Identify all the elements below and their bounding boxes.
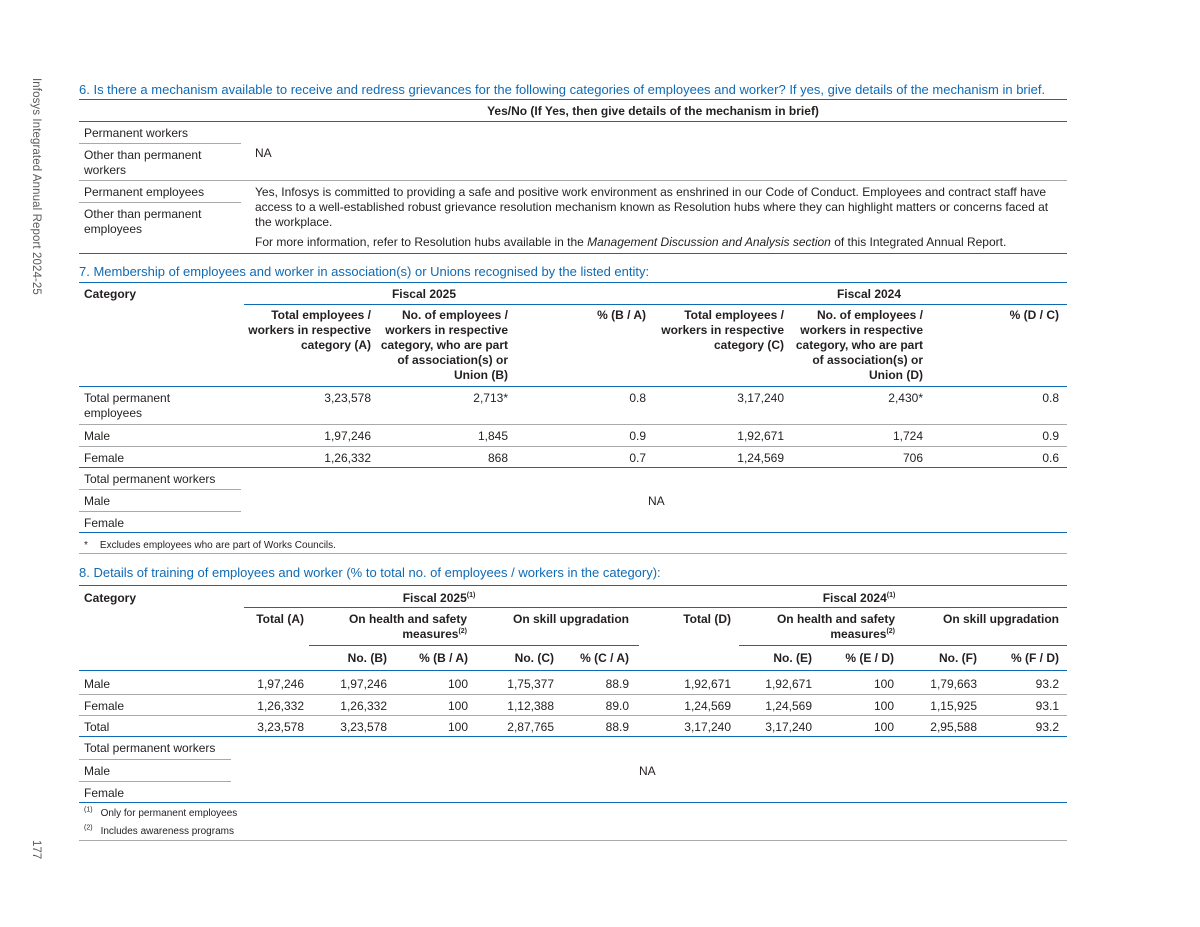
- cell: 2,713*: [473, 391, 508, 405]
- employees-grievance-reference: [255, 235, 1006, 250]
- cell: 1,24,569: [684, 699, 731, 713]
- header-text: On health and safety measures: [348, 612, 467, 641]
- cell: 0.6: [1042, 451, 1059, 465]
- divider: [79, 99, 1067, 100]
- row-category: Male: [84, 494, 111, 508]
- divider: [79, 253, 1067, 254]
- row-category: Total permanent workers: [84, 741, 216, 755]
- reference-text: For more information, refer to Resolution hubs available in the: [255, 235, 588, 249]
- divider: [244, 607, 1067, 608]
- subheader: No. (C): [514, 651, 554, 665]
- cell: 1,97,246: [340, 677, 387, 691]
- page-number: 177: [30, 840, 42, 860]
- footnote-text: Only for permanent employees: [100, 808, 238, 819]
- divider: [79, 180, 1067, 181]
- subheader: No. (F): [939, 651, 977, 665]
- employees-grievance-text: Yes, Infosys is committed to providing a safe and positive work environment as enshrined in our Code of Conduct. Employees and contract staff have access to a well-established robust grievance resolution mechanism known as Resolution hubs where they can highlight matters or concerns faced at the workplace.: [255, 185, 1049, 229]
- footnote-mark: (2): [84, 824, 93, 832]
- divider: [79, 143, 241, 144]
- col-header-union-d: No. of employees / workers in respective category, who are part of association(s) or Union (D): [795, 308, 923, 382]
- cell: 1,92,671: [737, 429, 784, 443]
- divider: [79, 532, 1067, 533]
- cell: 100: [447, 699, 468, 713]
- row-category: Male: [84, 429, 111, 443]
- divider: [244, 304, 1067, 305]
- divider: [79, 424, 1067, 425]
- grievance-column-header: Yes/No (If Yes, then give details of the mechanism in brief): [487, 104, 819, 118]
- cell: 3,23,578: [324, 391, 371, 405]
- cell: 0.8: [1042, 391, 1059, 405]
- divider: [79, 282, 1067, 283]
- cell: 706: [902, 451, 923, 465]
- cell: 1,92,671: [765, 677, 812, 691]
- divider: [79, 715, 1067, 716]
- cell: 1,97,246: [257, 677, 304, 691]
- subheader: % (C / A): [580, 651, 629, 665]
- cell: 1,24,569: [765, 699, 812, 713]
- cell: 1,79,663: [930, 677, 977, 691]
- col-header-health-safety-2025: [329, 612, 467, 642]
- workers-training-value: NA: [639, 764, 656, 778]
- col-header-total-c: Total employees / workers in respective category (C): [661, 308, 784, 352]
- cell: 868: [487, 451, 508, 465]
- reference-section-name: Management Discussion and Analysis section: [587, 235, 831, 249]
- fiscal-2025-header: [244, 591, 634, 606]
- row-category: Male: [84, 764, 111, 778]
- row-label-permanent-employees: Permanent employees: [84, 185, 205, 199]
- cell: 1,26,332: [257, 699, 304, 713]
- cell: 88.9: [605, 677, 629, 691]
- col-header-union-b: No. of employees / workers in respective category, who are part of association(s) or Union (B): [380, 308, 508, 382]
- cell: 1,97,246: [324, 429, 371, 443]
- row-category: Total permanent employees: [84, 391, 171, 420]
- workers-grievance-value: NA: [255, 146, 272, 160]
- cell: 2,87,765: [507, 720, 554, 734]
- footnote-text: Excludes employees who are part of Works Councils.: [99, 540, 336, 551]
- divider: [79, 802, 1067, 803]
- cell: 100: [873, 699, 894, 713]
- cell: 1,24,569: [737, 451, 784, 465]
- section-6-title: 6. Is there a mechanism available to receive and redress grievances for the following categories of employees and worker? If yes, give details of the mechanism in brief.: [79, 82, 1046, 97]
- divider: [79, 202, 241, 203]
- report-title: Infosys Integrated Annual Report 2024-25: [30, 78, 42, 295]
- cell: 93.2: [1035, 720, 1059, 734]
- footnote-ref: (1): [466, 592, 476, 599]
- divider: [79, 670, 1067, 671]
- category-header: Category: [84, 591, 137, 605]
- cell: 3,17,240: [684, 720, 731, 734]
- divider: [79, 467, 1067, 468]
- footnote-mark: (1): [84, 806, 93, 814]
- header-text: On health and safety measures: [776, 612, 895, 641]
- divider: [79, 585, 1067, 586]
- cell: 1,724: [892, 429, 923, 443]
- subheader: % (B / A): [419, 651, 468, 665]
- cell: 100: [873, 677, 894, 691]
- col-header-total-a: Total (A): [256, 612, 304, 626]
- cell: 0.9: [629, 429, 646, 443]
- row-label-other-workers: Other than permanent workers: [84, 148, 202, 177]
- col-header-health-safety-2024: [754, 612, 895, 642]
- footnote-ref: (2): [458, 628, 467, 635]
- col-header-skill-2025: On skill upgradation: [512, 612, 629, 626]
- reference-text: of this Integrated Annual Report.: [830, 235, 1007, 249]
- fiscal-2025-label: Fiscal 2025: [402, 591, 467, 605]
- footnote: [84, 806, 237, 821]
- fiscal-2024-header: Fiscal 2024: [836, 287, 902, 301]
- row-label-other-employees: Other than permanent employees: [84, 207, 202, 236]
- footnote-mark: *: [84, 540, 88, 551]
- subheader: No. (E): [773, 651, 812, 665]
- footnote: [84, 538, 336, 553]
- col-header-pct-dc: % (D / C): [1009, 308, 1059, 322]
- fiscal-2024-header: [657, 591, 1061, 606]
- cell: 1,15,925: [930, 699, 977, 713]
- cell: 1,26,332: [340, 699, 387, 713]
- divider: [739, 645, 1067, 646]
- col-header-skill-2024: On skill upgradation: [942, 612, 1059, 626]
- cell: 3,23,578: [340, 720, 387, 734]
- subheader: No. (B): [347, 651, 387, 665]
- cell: 1,845: [477, 429, 508, 443]
- cell: 89.0: [605, 699, 629, 713]
- cell: 1,92,671: [684, 677, 731, 691]
- cell: 93.2: [1035, 677, 1059, 691]
- divider: [79, 446, 1067, 447]
- cell: 3,17,240: [765, 720, 812, 734]
- cell: 93.1: [1035, 699, 1059, 713]
- row-category: Total: [84, 720, 110, 734]
- cell: 0.9: [1042, 429, 1059, 443]
- cell: 2,95,588: [930, 720, 977, 734]
- cell: 100: [447, 720, 468, 734]
- divider: [309, 645, 639, 646]
- footnote-ref: (1): [886, 592, 896, 599]
- row-category: Female: [84, 451, 125, 465]
- footnote: [84, 824, 234, 839]
- divider: [79, 511, 241, 512]
- divider: [79, 736, 1067, 737]
- section-7-title: 7. Membership of employees and worker in association(s) or Unions recognised by the listed entity:: [79, 264, 650, 279]
- row-category: Total permanent workers: [84, 472, 216, 486]
- category-header: Category: [84, 287, 137, 301]
- fiscal-2024-label: Fiscal 2024: [822, 591, 887, 605]
- col-header-total-d: Total (D): [683, 612, 731, 626]
- section-8-title: 8. Details of training of employees and worker (% to total no. of employees / workers in the category):: [79, 565, 661, 580]
- col-header-total-a: Total employees / workers in respective category (A): [248, 308, 371, 352]
- divider: [79, 781, 231, 782]
- col-header-pct-ba: % (B / A): [597, 308, 646, 322]
- cell: 88.9: [605, 720, 629, 734]
- cell: 0.7: [629, 451, 646, 465]
- cell: 1,26,332: [324, 451, 371, 465]
- divider: [79, 840, 1067, 841]
- subheader: % (F / D): [1011, 651, 1059, 665]
- divider: [79, 121, 1067, 122]
- workers-membership-value: NA: [648, 494, 665, 508]
- divider: [79, 694, 1067, 695]
- cell: 2,430*: [888, 391, 923, 405]
- cell: 100: [447, 677, 468, 691]
- footnote-text: Includes awareness programs: [100, 826, 234, 837]
- divider: [79, 386, 1067, 387]
- divider: [79, 553, 1067, 554]
- footnote-ref: (2): [886, 628, 895, 635]
- subheader: % (E / D): [845, 651, 894, 665]
- cell: 100: [873, 720, 894, 734]
- cell: 1,75,377: [507, 677, 554, 691]
- divider: [79, 759, 231, 760]
- cell: 3,23,578: [257, 720, 304, 734]
- divider: [79, 489, 241, 490]
- row-category: Female: [84, 786, 125, 800]
- cell: 0.8: [629, 391, 646, 405]
- row-category: Female: [84, 699, 125, 713]
- cell: 3,17,240: [737, 391, 784, 405]
- row-label-permanent-workers: Permanent workers: [84, 126, 189, 140]
- cell: 1,12,388: [507, 699, 554, 713]
- row-category: Female: [84, 516, 125, 530]
- row-category: Male: [84, 677, 111, 691]
- fiscal-2025-header: Fiscal 2025: [391, 287, 457, 301]
